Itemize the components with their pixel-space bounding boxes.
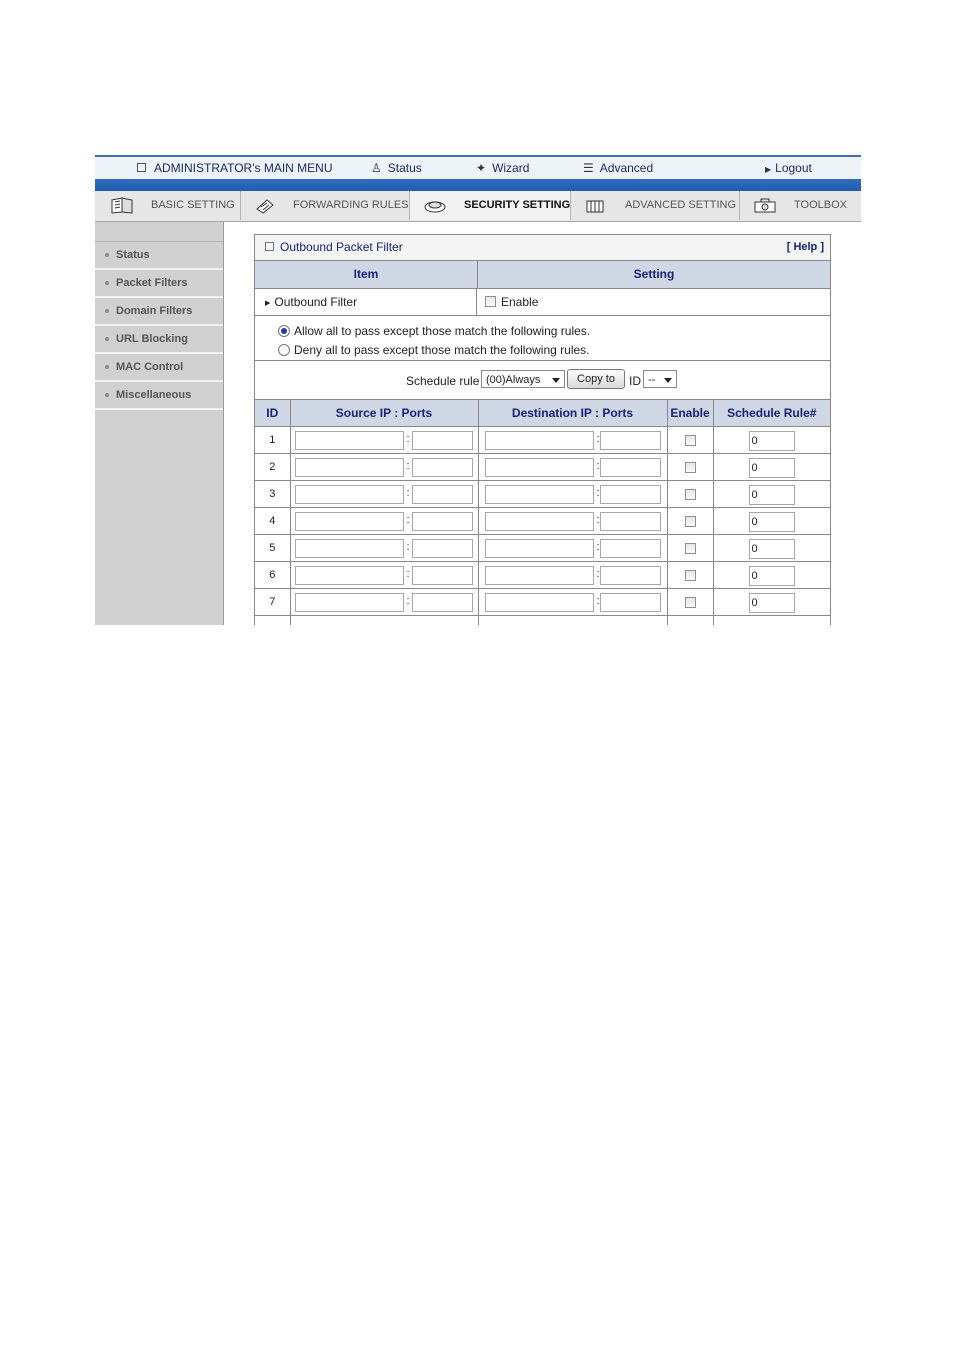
rule-enable-checkbox[interactable]	[685, 462, 696, 473]
menu-square-icon	[137, 163, 146, 172]
source-ip-input[interactable]	[295, 566, 404, 585]
outbound-filter-row	[255, 289, 830, 316]
tab-forwarding-label: FORWARDING RULES	[293, 199, 409, 211]
enable-cell	[667, 454, 713, 481]
filter-mode-group	[255, 316, 830, 361]
separator-colon: :	[596, 433, 600, 445]
bullet-icon	[105, 365, 109, 369]
advanced-link[interactable]	[583, 160, 653, 176]
separator-colon: :	[406, 487, 410, 499]
schedule-cell	[713, 616, 830, 626]
source-cell	[290, 427, 478, 454]
advanced-label: Advanced	[599, 161, 654, 175]
id-label: ID	[629, 374, 641, 388]
book-icon	[110, 197, 136, 214]
schedule-rule-value: (00)Always	[486, 374, 541, 386]
item-column-header: Item	[255, 261, 478, 288]
bullet-icon	[105, 309, 109, 313]
tab-advanced-label: ADVANCED SETTING	[625, 199, 737, 211]
rule-enable-checkbox[interactable]	[685, 516, 696, 527]
advanced-settings-icon	[583, 197, 609, 214]
rule-enable-checkbox[interactable]	[685, 435, 696, 446]
separator-colon: :	[596, 595, 600, 607]
source-ip-input[interactable]	[295, 539, 404, 558]
source-ip-input[interactable]	[295, 458, 404, 477]
sidebar-item-domain-filters[interactable]	[95, 298, 223, 326]
schedule-rule-label: Schedule rule	[406, 374, 480, 388]
sidebar-item-label: Packet Filters	[116, 277, 188, 289]
sidebar-item-label: MAC Control	[116, 361, 184, 373]
destination-ip-input[interactable]	[485, 593, 594, 612]
panel-title: Outbound Packet Filter	[280, 240, 403, 254]
schedule-cell	[713, 535, 830, 562]
bullet-icon	[105, 253, 109, 257]
outbound-filter-cell	[255, 289, 477, 315]
tab-toolbox-label: TOOLBOX	[794, 199, 847, 211]
destination-ip-input[interactable]	[485, 458, 594, 477]
rule-id: 3	[255, 481, 290, 508]
category-tabs	[95, 191, 861, 222]
schedule-rule-input[interactable]: 0	[749, 512, 795, 532]
bullet-icon	[105, 281, 109, 285]
deny-rule-option[interactable]	[278, 341, 830, 360]
source-port-input[interactable]	[412, 458, 473, 477]
chevron-down-icon	[664, 378, 672, 383]
source-header: Source IP : Ports	[290, 400, 478, 427]
source-port-input[interactable]	[412, 539, 473, 558]
wizard-link[interactable]	[476, 160, 529, 176]
destination-port-input[interactable]	[600, 485, 661, 504]
destination-cell	[478, 535, 667, 562]
destination-port-input[interactable]	[600, 512, 661, 531]
wizard-label: Wizard	[492, 161, 530, 175]
destination-ip-input[interactable]	[485, 431, 594, 450]
table-row-partial	[255, 616, 830, 626]
outbound-filter-enable-checkbox[interactable]	[485, 296, 496, 307]
logout-link[interactable]	[765, 160, 812, 176]
separator-colon: :	[596, 487, 600, 499]
main-menu-bar	[95, 155, 861, 191]
rule-id: 5	[255, 535, 290, 562]
copy-id-value: --	[648, 374, 656, 386]
person-icon: ♙	[371, 161, 382, 175]
destination-port-input[interactable]	[600, 458, 661, 477]
schedule-cell	[713, 562, 830, 589]
sidebar-item-packet-filters[interactable]	[95, 270, 223, 298]
separator-colon: :	[406, 541, 410, 553]
logout-label: Logout	[775, 161, 812, 175]
enable-cell	[667, 481, 713, 508]
separator-colon: :	[596, 541, 600, 553]
outbound-filter-panel	[254, 234, 831, 625]
sidebar-spacer	[95, 222, 223, 242]
rule-id: 7	[255, 589, 290, 616]
table-row	[255, 427, 830, 454]
sidebar-item-mac-control[interactable]	[95, 354, 223, 382]
outbound-filter-label: Outbound Filter	[274, 295, 358, 309]
source-cell	[290, 562, 478, 589]
destination-port-input[interactable]	[600, 431, 661, 450]
tab-toolbox[interactable]	[740, 191, 861, 220]
source-cell	[290, 508, 478, 535]
source-ip-input[interactable]	[295, 512, 404, 531]
separator-colon: :	[406, 460, 410, 472]
enable-cell	[667, 616, 713, 626]
destination-cell	[478, 427, 667, 454]
tab-forwarding-rules[interactable]	[241, 191, 410, 220]
table-row	[255, 589, 830, 616]
rule-enable-checkbox[interactable]	[685, 570, 696, 581]
schedule-cell	[713, 508, 830, 535]
source-cell	[290, 616, 478, 626]
destination-ip-input[interactable]	[485, 512, 594, 531]
admin-menu-label: ADMINISTRATOR's MAIN MENU	[154, 161, 333, 175]
enable-cell	[667, 427, 713, 454]
schedule-rule-input[interactable]: 0	[749, 485, 795, 505]
status-link[interactable]	[371, 160, 422, 176]
separator-colon: :	[596, 460, 600, 472]
id-header: ID	[255, 400, 290, 427]
triangle-right-icon: ▶	[765, 165, 772, 174]
destination-cell	[478, 481, 667, 508]
table-row	[255, 562, 830, 589]
tab-advanced-setting[interactable]	[571, 191, 740, 220]
copy-id-select[interactable]	[643, 370, 677, 388]
enable-cell	[667, 535, 713, 562]
router-admin-window	[95, 155, 861, 625]
destination-cell	[478, 589, 667, 616]
schedule-rule-input[interactable]: 0	[749, 539, 795, 559]
rules-table	[255, 400, 830, 625]
sidebar-item-url-blocking[interactable]	[95, 326, 223, 354]
schedule-rule-row	[255, 361, 830, 400]
separator-colon: :	[596, 514, 600, 526]
rule-enable-checkbox[interactable]	[685, 543, 696, 554]
tab-basic-setting[interactable]	[98, 191, 241, 220]
source-port-input[interactable]	[412, 566, 473, 585]
destination-port-input[interactable]	[600, 566, 661, 585]
sidebar-item-miscellaneous[interactable]	[95, 382, 223, 410]
destination-ip-input[interactable]	[485, 566, 594, 585]
schedule-header: Schedule Rule#	[713, 400, 830, 427]
copy-to-button[interactable]: Copy to	[567, 369, 625, 389]
destination-cell	[478, 562, 667, 589]
destination-ip-input[interactable]	[485, 485, 594, 504]
deny-radio[interactable]	[278, 344, 290, 356]
rules-icon	[253, 197, 279, 214]
status-label: Status	[387, 161, 422, 175]
rule-id: 1	[255, 427, 290, 454]
source-cell	[290, 535, 478, 562]
enable-label: Enable	[501, 295, 539, 309]
source-port-input[interactable]	[412, 431, 473, 450]
sidebar	[95, 222, 224, 625]
enable-setting-cell	[477, 289, 538, 315]
allow-rule-label: Allow all to pass except those match the following rules.	[294, 324, 591, 338]
destination-port-input[interactable]	[600, 593, 661, 612]
enable-cell	[667, 562, 713, 589]
table-row	[255, 481, 830, 508]
rule-id	[255, 616, 290, 626]
source-cell	[290, 589, 478, 616]
schedule-rule-input[interactable]: 0	[749, 431, 795, 451]
separator-colon: :	[406, 433, 410, 445]
title-square-icon	[265, 242, 274, 251]
tab-security-setting[interactable]	[410, 191, 571, 220]
enable-cell	[667, 508, 713, 535]
source-cell	[290, 454, 478, 481]
source-port-input[interactable]	[412, 512, 473, 531]
separator-colon: :	[596, 568, 600, 580]
schedule-rule-input[interactable]: 0	[749, 566, 795, 586]
rules-body	[255, 427, 830, 626]
source-ip-input[interactable]	[295, 431, 404, 450]
destination-cell	[478, 616, 667, 626]
panel-title-bar	[255, 235, 830, 261]
separator-colon: :	[406, 595, 410, 607]
source-ip-input[interactable]	[295, 485, 404, 504]
source-port-input[interactable]	[412, 485, 473, 504]
setting-column-header: Setting	[633, 267, 675, 281]
toolbox-icon	[752, 197, 778, 214]
rule-enable-checkbox[interactable]	[685, 597, 696, 608]
help-link[interactable]: [ Help ]	[786, 241, 824, 253]
source-ip-input[interactable]	[295, 593, 404, 612]
rule-id: 2	[255, 454, 290, 481]
wizard-icon: ✦	[476, 161, 487, 175]
chevron-down-icon	[552, 378, 560, 383]
sidebar-item-status[interactable]	[95, 242, 223, 270]
deny-rule-label: Deny all to pass except those match the following rules.	[294, 343, 590, 357]
bullet-icon	[105, 393, 109, 397]
sidebar-item-label: Status	[116, 249, 150, 261]
destination-ip-input[interactable]	[485, 539, 594, 558]
schedule-cell	[713, 481, 830, 508]
table-row	[255, 454, 830, 481]
tab-security-label: SECURITY SETTING	[464, 199, 571, 211]
rule-enable-checkbox[interactable]	[685, 489, 696, 500]
schedule-rule-input[interactable]: 0	[749, 458, 795, 478]
admin-main-menu[interactable]	[137, 160, 333, 176]
separator-colon: :	[406, 568, 410, 580]
schedule-rule-select[interactable]	[481, 370, 565, 388]
destination-cell	[478, 454, 667, 481]
bullet-icon	[105, 337, 109, 341]
schedule-cell	[713, 427, 830, 454]
enable-cell	[667, 589, 713, 616]
destination-cell	[478, 508, 667, 535]
rules-header-row	[255, 400, 830, 427]
table-row	[255, 508, 830, 535]
sidebar-item-label: URL Blocking	[116, 333, 188, 345]
allow-radio[interactable]	[278, 325, 290, 337]
enable-header: Enable	[667, 400, 713, 427]
schedule-rule-input[interactable]: 0	[749, 593, 795, 613]
source-port-input[interactable]	[412, 593, 473, 612]
tab-basic-label: BASIC SETTING	[151, 199, 235, 211]
item-setting-header	[255, 261, 830, 289]
triangle-right-icon: ▶	[265, 300, 271, 307]
allow-rule-option[interactable]	[278, 322, 830, 341]
lock-icon	[422, 197, 448, 214]
advanced-icon: ☰	[583, 161, 594, 175]
destination-port-input[interactable]	[600, 539, 661, 558]
schedule-cell	[713, 454, 830, 481]
destination-header: Destination IP : Ports	[478, 400, 667, 427]
rule-id: 4	[255, 508, 290, 535]
sidebar-item-label: Domain Filters	[116, 305, 193, 317]
source-cell	[290, 481, 478, 508]
rule-id: 6	[255, 562, 290, 589]
sidebar-item-label: Miscellaneous	[116, 389, 192, 401]
table-row	[255, 535, 830, 562]
separator-colon: :	[406, 514, 410, 526]
schedule-cell	[713, 589, 830, 616]
